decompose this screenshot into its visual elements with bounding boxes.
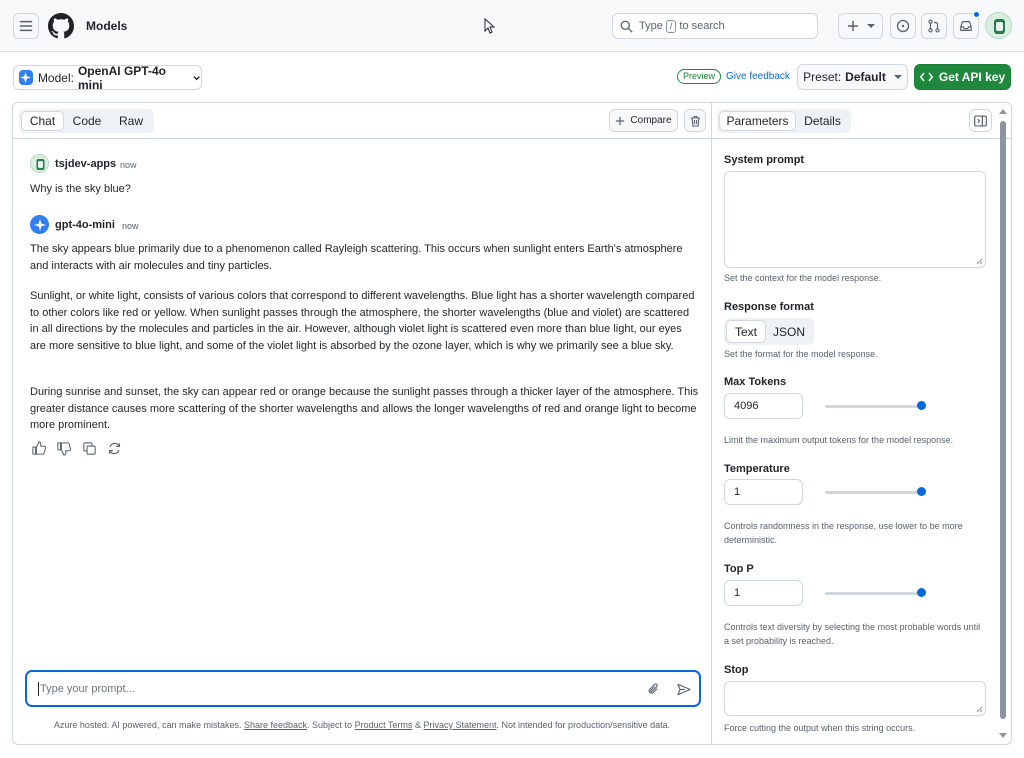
model-toolbar — [0, 52, 1024, 102]
privacy-statement-link[interactable]: Privacy Statement — [423, 720, 497, 730]
max-tokens-input[interactable]: 4096 — [724, 393, 803, 419]
top-p-slider-track[interactable] — [825, 592, 921, 595]
search-prefix: Type — [639, 20, 663, 32]
model-selector[interactable] — [13, 65, 202, 90]
plus-icon — [615, 116, 625, 126]
tab-chat[interactable]: Chat — [21, 111, 64, 131]
response-format-label: Response format — [724, 301, 814, 313]
chat-tabs — [19, 109, 154, 133]
thumbs-down-icon[interactable] — [57, 442, 71, 456]
temperature-hint: Controls randomness in the response, use lower to be more deterministic. — [724, 521, 963, 545]
prompt-placeholder: Type your prompt... — [40, 682, 135, 695]
parameters-panel — [712, 102, 1012, 745]
issue-opened-icon — [896, 19, 910, 33]
notification-dot — [973, 11, 980, 18]
top-p-slider-thumb[interactable] — [917, 588, 926, 597]
message-author[interactable]: gpt-4o-mini — [55, 219, 115, 231]
get-api-key-label: Get API key — [938, 70, 1006, 84]
menu-button[interactable] — [13, 13, 39, 39]
preview-badge: Preview — [677, 69, 721, 84]
message-author[interactable]: tsjdev-apps — [55, 158, 117, 170]
disclaimer-text: . Not intended for production/sensitive data. — [496, 720, 671, 730]
response-format-toggle — [724, 318, 814, 345]
collapse-panel-button[interactable] — [969, 109, 992, 132]
disclaimer-text: . Subject to — [307, 720, 353, 730]
paperclip-icon[interactable] — [647, 682, 660, 696]
git-pull-request-icon — [927, 19, 941, 33]
hamburger-icon — [19, 19, 33, 33]
user-avatar[interactable] — [985, 12, 1012, 39]
mouse-cursor-icon — [484, 18, 495, 34]
create-new-button[interactable] — [838, 13, 883, 39]
get-api-key-button[interactable] — [914, 64, 1011, 90]
tab-parameters[interactable]: Parameters — [719, 111, 796, 131]
tab-details[interactable]: Details — [804, 114, 841, 128]
prompt-input[interactable] — [25, 670, 701, 707]
model-prefix: Model: — [37, 70, 74, 85]
send-button[interactable] — [673, 679, 695, 699]
temperature-slider-thumb[interactable] — [917, 487, 926, 496]
copy-icon[interactable] — [83, 442, 96, 455]
trash-icon — [690, 115, 701, 127]
chat-panel — [12, 102, 712, 745]
model-name: OpenAI GPT-4o mini — [77, 63, 166, 92]
text-caret — [38, 682, 39, 696]
scroll-up-arrow-icon[interactable] — [999, 108, 1007, 114]
message-paragraph: During sunrise and sunset, the sky can appear red or orange because the sunlight passes through a thicker layer of the atmosphere. This greater distance causes more scattering of the shorter wavelengths and allows the longer wavelengths of red and orange light to become more prominent. — [30, 386, 699, 431]
sidebar-collapse-icon — [974, 115, 987, 127]
format-option-json[interactable]: JSON — [772, 324, 805, 339]
stop-hint: Force cutting the output when this string occurs. — [724, 723, 916, 733]
top-p-hint: Controls text diversity by selecting the most probable words until a set probability is reached. — [724, 622, 981, 646]
temperature-input[interactable]: 1 — [724, 479, 803, 505]
max-tokens-slider-track[interactable] — [825, 405, 921, 408]
temperature-slider-track[interactable] — [825, 491, 921, 494]
disclaimer-text: Azure hosted. AI powered, can make mistakes. — [53, 720, 242, 730]
parameters-tabs — [717, 109, 851, 133]
max-tokens-label: Max Tokens — [724, 376, 787, 388]
message-paragraph: Sunlight, or white light, consists of various colors that correspond to different wavelengths. Blue light has a shorter wavelength compared to other colors like red or yellow. When sunlight passes through the atmosphere, the shorter wavelengths (blue and violet) are scattered in all directions by the molecules and particles in the air. However, although violet light is scattered even more than blue light, our eyes are more sensitive to blue light, and some of the violet light is absorbed by the ozone layer, which is why we primarily see a blue sky. — [30, 290, 695, 352]
search-shortcut-key: / — [666, 20, 677, 33]
scroll-down-arrow-icon[interactable] — [999, 733, 1007, 739]
resize-handle-icon[interactable] — [976, 706, 983, 713]
model-avatar — [30, 215, 49, 234]
triangle-down-icon — [894, 74, 902, 80]
send-icon — [677, 683, 691, 696]
code-icon — [920, 72, 933, 82]
message-text: Why is the sky blue? — [30, 183, 131, 195]
share-feedback-link[interactable]: Share feedback — [243, 720, 308, 730]
issues-button[interactable] — [890, 13, 916, 39]
pull-requests-button[interactable] — [921, 13, 947, 39]
top-p-input[interactable]: 1 — [724, 580, 803, 606]
thumbs-up-icon[interactable] — [32, 441, 46, 455]
compare-button[interactable] — [609, 109, 678, 132]
triangle-down-icon — [867, 23, 875, 29]
preset-selector[interactable] — [797, 64, 908, 90]
response-format-hint: Set the format for the model response. — [724, 349, 878, 359]
clear-chat-button[interactable] — [684, 109, 706, 132]
disclaimer-text: & — [414, 720, 421, 730]
message-time: now — [120, 160, 137, 170]
chevron-down-icon — [192, 73, 201, 83]
search-icon — [620, 20, 633, 33]
system-prompt-hint: Set the context for the model response. — [724, 273, 882, 283]
inbox-icon — [959, 19, 973, 33]
preset-prefix: Preset: — [803, 70, 842, 84]
tab-raw[interactable]: Raw — [118, 114, 143, 128]
search-input[interactable] — [612, 13, 818, 39]
disclaimer-footer — [13, 720, 711, 730]
tab-code[interactable]: Code — [72, 114, 102, 128]
max-tokens-hint: Limit the maximum output tokens for the model response. — [724, 435, 954, 445]
top-p-label: Top P — [724, 563, 754, 575]
plus-icon — [847, 20, 859, 32]
scrollbar-thumb[interactable] — [1000, 121, 1006, 719]
preset-value: Default — [845, 70, 886, 84]
user-avatar — [30, 154, 49, 173]
message-time: now — [122, 221, 139, 231]
github-logo-icon[interactable] — [48, 13, 74, 39]
sparkle-icon — [34, 219, 46, 231]
regenerate-icon[interactable] — [108, 442, 121, 455]
temperature-label: Temperature — [724, 463, 790, 475]
page-title[interactable]: Models — [86, 19, 128, 33]
system-prompt-label: System prompt — [724, 154, 805, 166]
give-feedback-link[interactable]: Give feedback — [726, 71, 790, 82]
product-terms-link[interactable]: Product Terms — [354, 720, 413, 730]
system-prompt-textarea[interactable] — [724, 171, 986, 268]
stop-textarea[interactable] — [724, 681, 986, 716]
global-header — [0, 0, 1024, 52]
message-paragraph: The sky appears blue primarily due to a phenomenon called Rayleigh scattering. This occurs when sunlight enters Earth's atmosphere and interacts with air molecules and tiny particles. — [30, 243, 683, 272]
compare-label: Compare — [630, 115, 672, 126]
resize-handle-icon[interactable] — [976, 258, 983, 265]
max-tokens-slider-thumb[interactable] — [917, 401, 926, 410]
search-suffix: to search — [679, 20, 725, 32]
model-sparkle-icon — [19, 70, 33, 85]
format-option-text[interactable]: Text — [726, 320, 766, 343]
stop-label: Stop — [724, 664, 749, 676]
